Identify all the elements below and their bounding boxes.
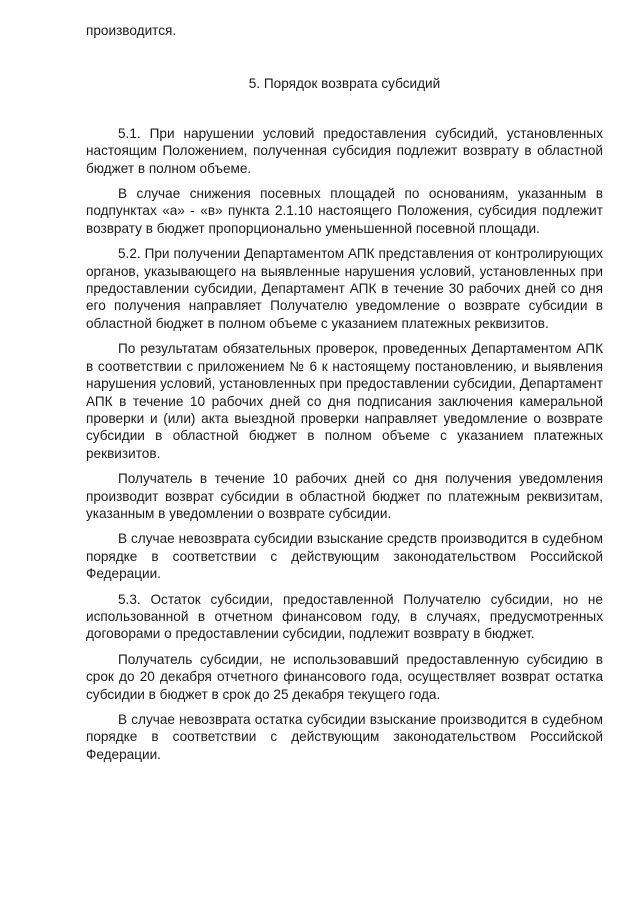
paragraph-court-recovery: В случае невозврата субсидии взыскание средств производится в судебном порядке в соответствии с действующим законодательством Российской Федерации.: [86, 531, 603, 582]
paragraph-5-3: 5.3. Остаток субсидии, предоставленной Получателю субсидии, но не использованной в отчетном финансовом году, в случаях, предусмотренных договорами о предоставлении субсидии, подлежит возврату в бюджет.: [86, 591, 603, 642]
paragraph-remainder-recovery: В случае невозврата остатка субсидии взыскание производится в судебном порядке в соответствии с действующим законодательством Российской Федерации.: [86, 712, 603, 762]
paragraph-return-deadline: Получатель в течение 10 рабочих дней со дня получения уведомления производит возврат субсидии в областной бюджет по платежным реквизитам, указанным в уведомлении о возврате субсидии.: [86, 471, 603, 521]
paragraph-sown-area: В случае снижения посевных площадей по основаниям, указанным в подпунктах «а» - «в» пункта 2.1.10 настоящего Положения, субсидия подлежит возврату в бюджет пропорционально уменьшенной посевной площади.: [86, 186, 603, 236]
paragraph-unused-subsidy: Получатель субсидии, не использовавший предоставленную субсидию в срок до 20 декабря отчетного финансового года, осуществляет возврат остатка субсидии в бюджет в срок до 25 декабря текущего года.: [86, 651, 603, 702]
section-title: 5. Порядок возврата субсидий: [248, 76, 441, 92]
paragraph-5-2: 5.2. При получении Департаментом АПК представления от контролирующих органов, указывающего на выявленные нарушения условий, установленных при предоставлении субсидии, Департамент АПК в течение 30 рабочих дней со дня его получения направляет Получателю уведомление о возврате субсидии в областной бюджет в полном объеме с указанием платежных реквизитов.: [86, 246, 603, 331]
paragraph-inspections: По результатам обязательных проверок, проведенных Департаментом АПК в соответствии с приложением № 6 к настоящему постановлению, и выявления нарушения условий, установленных при предоставлении субсидии, Департамент АПК в течение 10 рабочих дней со дня подписания заключения камеральной проверки и (или) акта выездной проверки направляет уведомление о возврате субсидии в областной бюджет в полном объеме с указанием платежных реквизитов.: [86, 341, 603, 461]
paragraph-5-1: 5.1. При нарушении условий предоставления субсидий, установленных настоящим Положением, полученная субсидия подлежит возврату в областной бюджет в полном объеме.: [86, 125, 603, 176]
document-page: [86, 22, 603, 771]
continued-text: производится.: [86, 23, 177, 38]
